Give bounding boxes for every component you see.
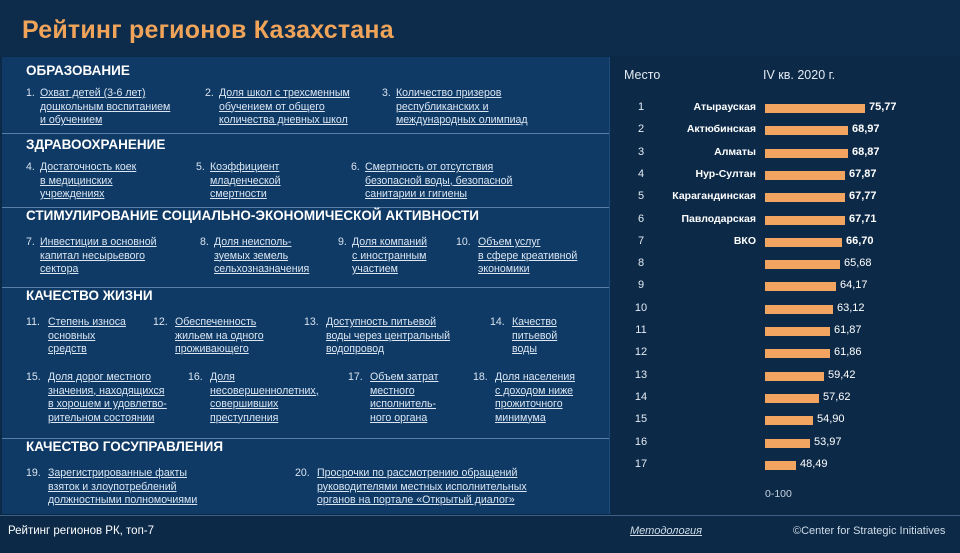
copyright: ©Center for Strategic Initiatives [793,525,946,537]
indicators-panel [2,57,609,514]
bar [765,349,830,358]
rank-label: 9 [637,279,645,292]
indicator-link[interactable]: Смертность от отсутствия безопасной воды, безопасной санитарии и гигиены [365,161,513,200]
region-label: Алматы [714,145,756,158]
footer [0,515,960,553]
rank-label: 16 [634,435,648,448]
indicator-link[interactable]: Качество питьевой воды [512,316,558,355]
period-header: IV кв. 2020 г. [763,68,836,82]
indicator-number: 20. [295,467,310,479]
section-divider [2,133,609,134]
indicator-link[interactable]: Количество призеров республиканских и международных олимпиад [396,87,528,126]
bar [765,171,845,180]
rank-label: 14 [634,390,648,403]
indicator-number: 2. [205,87,214,99]
rank-label: 7 [637,234,645,247]
region-label: Актюбинская [686,123,756,136]
section-title: СТИМУЛИРОВАНИЕ СОЦИАЛЬНО-ЭКОНОМИЧЕСКОЙ АКТИВНОСТИ [26,208,479,223]
bar [765,461,796,470]
indicator-number: 15. [26,371,41,383]
rank-label: 1 [637,101,645,113]
indicator-number: 8. [200,236,209,248]
bar [765,193,845,202]
bar [765,104,865,113]
footer-title: Рейтинг регионов РК, топ-7 [8,525,155,537]
axis-note: 0-100 [765,488,792,500]
rank-label: 4 [637,167,645,180]
indicator-link[interactable]: Достаточность коек в медицинских учреждениях [40,161,137,200]
indicator-link[interactable]: Доля компаний с иностранным участием [352,236,428,275]
indicator-number: 5. [196,161,205,173]
rank-label: 8 [637,257,645,270]
section-1 [2,61,609,132]
indicator-link[interactable]: Доступность питьевой воды через центральный водопровод [326,316,451,355]
value-label: 68,97 [852,123,880,136]
value-label: 48,49 [800,457,828,470]
indicator-number: 1. [26,87,35,99]
indicator-link[interactable]: Обеспеченность жильем на одного проживающего [175,316,264,355]
region-label: Атырауская [693,101,756,113]
indicator-link[interactable]: Доля школ с трехсменным обучением от общего количества дневных школ [219,87,350,126]
value-label: 54,90 [817,413,845,426]
indicator-link[interactable]: Зарегистрированные факты взяток и злоупотреблений должностными полномочиями [48,467,198,506]
value-label: 66,70 [846,234,874,247]
title-bar [0,0,960,56]
bar [765,260,840,269]
indicator-number: 4. [26,161,35,173]
rank-label: 13 [634,368,648,381]
value-label: 65,68 [844,257,872,270]
region-label: Нур-Султан [695,167,756,180]
indicator-link[interactable]: Коэффициент младенческой смертности [210,161,281,200]
value-label: 59,42 [828,368,856,381]
value-label: 75,77 [869,101,897,113]
rank-label: 3 [637,145,645,158]
bar [765,282,836,291]
indicator-number: 14. [490,316,505,328]
value-label: 64,17 [840,279,868,292]
bar [765,416,813,425]
bar [765,216,845,225]
value-label: 67,71 [849,212,877,225]
rank-header: Место [624,68,661,82]
rank-label: 2 [637,123,645,136]
indicator-number: 12. [153,316,168,328]
indicator-link[interactable]: Объем услуг в сфере креативной экономики [478,236,578,275]
indicator-link[interactable]: Инвестиции в основной капитал несырьевого сектора [40,236,157,275]
bar [765,126,848,135]
bar [765,305,833,314]
bar [765,238,842,247]
indicator-link[interactable]: Доля несовершеннолетних, совершивших преступления [210,371,319,424]
rank-label: 11 [635,324,647,336]
indicator-number: 10. [456,236,471,248]
section-title: ЗДРАВООХРАНЕНИЕ [26,137,166,152]
indicator-link[interactable]: Доля неисполь- зуемых земель сельхозназначения [214,236,310,275]
value-label: 63,12 [837,301,865,314]
rank-label: 17 [634,457,648,470]
bar [765,149,848,158]
region-label: Карагандинская [672,190,756,203]
indicator-link[interactable]: Охват детей (3-6 лет) дошкольным воспитанием и обучением [40,87,171,126]
indicator-number: 18. [473,371,488,383]
value-label: 67,77 [849,190,877,203]
indicator-link[interactable]: Просрочки по рассмотрению обращений руководителями местных исполнительных органов на портале «Открытый диалог» [317,467,527,506]
section-title: ОБРАЗОВАНИЕ [26,63,130,78]
section-title: КАЧЕСТВО ЖИЗНИ [26,288,153,303]
page-title: Рейтинг регионов Казахстана [22,16,394,44]
section-title: КАЧЕСТВО ГОСУПРАВЛЕНИЯ [26,439,224,454]
bar [765,394,819,403]
value-label: 57,62 [823,390,851,403]
rank-label: 10 [634,301,648,314]
section-2 [2,135,609,206]
value-label: 53,97 [814,435,842,448]
region-label: ВКО [733,234,756,247]
indicator-link[interactable]: Доля дорог местного значения, находящихся в хорошем и удовлетво- рительном состоянии [48,371,167,424]
indicator-number: 11. [26,316,40,328]
value-label: 61,86 [834,346,862,359]
rank-label: 15 [634,413,648,426]
indicator-number: 19. [26,467,41,479]
rank-label: 5 [637,190,645,203]
indicator-number: 7. [26,236,35,248]
section-5 [2,437,609,514]
indicator-number: 16. [188,371,203,383]
ranking-chart [610,57,960,514]
value-label: 67,87 [849,167,877,180]
indicator-link[interactable]: Степень износа основных средств [48,316,126,355]
indicator-number: 3. [382,87,391,99]
bar [765,327,830,336]
value-label: 61,87 [834,324,862,336]
rank-label: 6 [637,212,645,225]
value-label: 68,87 [852,145,880,158]
section-3 [2,206,609,286]
indicator-number: 9. [338,236,347,248]
methodology-link[interactable]: Методология [630,525,703,537]
region-label: Павлодарская [681,212,756,225]
indicator-number: 6. [351,161,360,173]
bar [765,439,810,448]
indicator-number: 17. [348,371,363,383]
bar [765,372,824,381]
indicator-link[interactable]: Доля населения с доходом ниже прожиточного минимума [495,371,575,424]
rank-label: 12 [634,346,648,359]
indicator-link[interactable]: Объем затрат местного исполнитель- ного органа [370,371,439,424]
indicator-number: 13. [304,316,319,328]
section-4 [2,286,609,437]
